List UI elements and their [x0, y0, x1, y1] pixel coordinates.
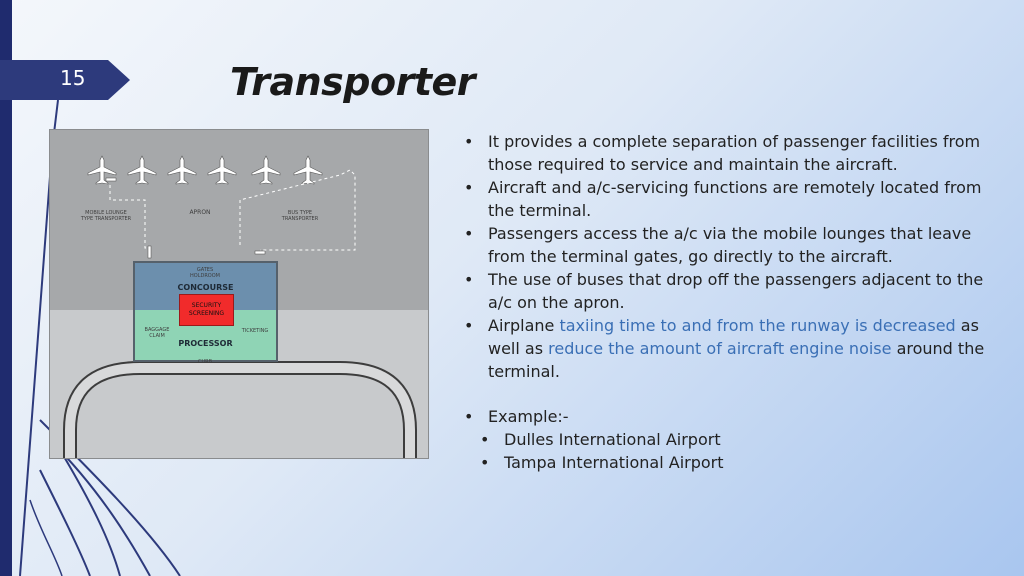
sub-bullet-text: Tampa International Airport: [504, 453, 724, 472]
slide-number: 15: [60, 66, 86, 90]
bullet-item: • Airplane taxiing time to and from the runway is decreased as well as reduce the amount of aircraft engine noise around the terminal.: [464, 316, 985, 381]
label-gates: GATES HOLDROOM: [190, 267, 220, 279]
bullet-item: • Passengers access the a/c via the mobile lounges that leave from the terminal gates, go directly to the aircraft.: [464, 224, 972, 266]
bullet-item: • Example:-: [464, 407, 569, 426]
slide-title: Transporter: [230, 60, 476, 104]
sub-bullet-item: • Dulles International Airport: [480, 430, 721, 449]
security-screening-box: [179, 294, 234, 326]
highlight-text: reduce the amount of aircraft engine noise: [548, 339, 892, 358]
bullet-item: • It provides a complete separation of passenger facilities from those required to service and maintain the aircraft.: [464, 132, 981, 174]
bullet-text: The use of buses that drop off the passengers adjacent to the a/c on the apron.: [488, 270, 984, 312]
bullet-text-part: around the terminal.: [488, 339, 985, 381]
bullet-text: Aircraft and a/c-servicing functions are remotely located from the terminal.: [488, 178, 982, 220]
label-baggage: BAGGAGE CLAIM: [144, 327, 170, 339]
label-apron: APRON: [189, 209, 211, 216]
label-curb: CURB: [197, 359, 213, 365]
bullet-list: [460, 130, 1000, 474]
bullet-text-part: as well as: [488, 316, 979, 358]
label-concourse: CONCOURSE: [177, 283, 234, 292]
bullet-text: It provides a complete separation of passenger facilities from those required to service and maintain the aircraft.: [488, 132, 981, 174]
label-security: SECURITY SCREENING: [188, 302, 225, 317]
example-label: Example:-: [488, 407, 569, 426]
bullet-text: Passengers access the a/c via the mobile lounges that leave from the terminal gates, go directly to the aircraft.: [488, 224, 972, 266]
highlight-text: taxiing time to and from the runway is decreased: [559, 316, 956, 335]
bullet-text-part: Airplane: [488, 316, 560, 335]
bullet-item: • Aircraft and a/c-servicing functions are remotely located from the terminal.: [464, 178, 982, 220]
transporter-diagram: [49, 129, 429, 459]
sub-bullet-text: Dulles International Airport: [504, 430, 721, 449]
sub-bullet-item: • Tampa International Airport: [480, 453, 724, 472]
label-processor: PROCESSOR: [178, 339, 233, 348]
label-mobile-lounge: MOBILE LOUNGE TYPE TRANSPORTER: [80, 210, 132, 222]
terminal-building: [133, 261, 278, 362]
label-ticketing: TICKETING: [241, 328, 269, 334]
bullet-item: • The use of buses that drop off the passengers adjacent to the a/c on the apron.: [464, 270, 984, 312]
label-bus-type: BUS TYPE TRANSPORTER: [281, 210, 319, 222]
